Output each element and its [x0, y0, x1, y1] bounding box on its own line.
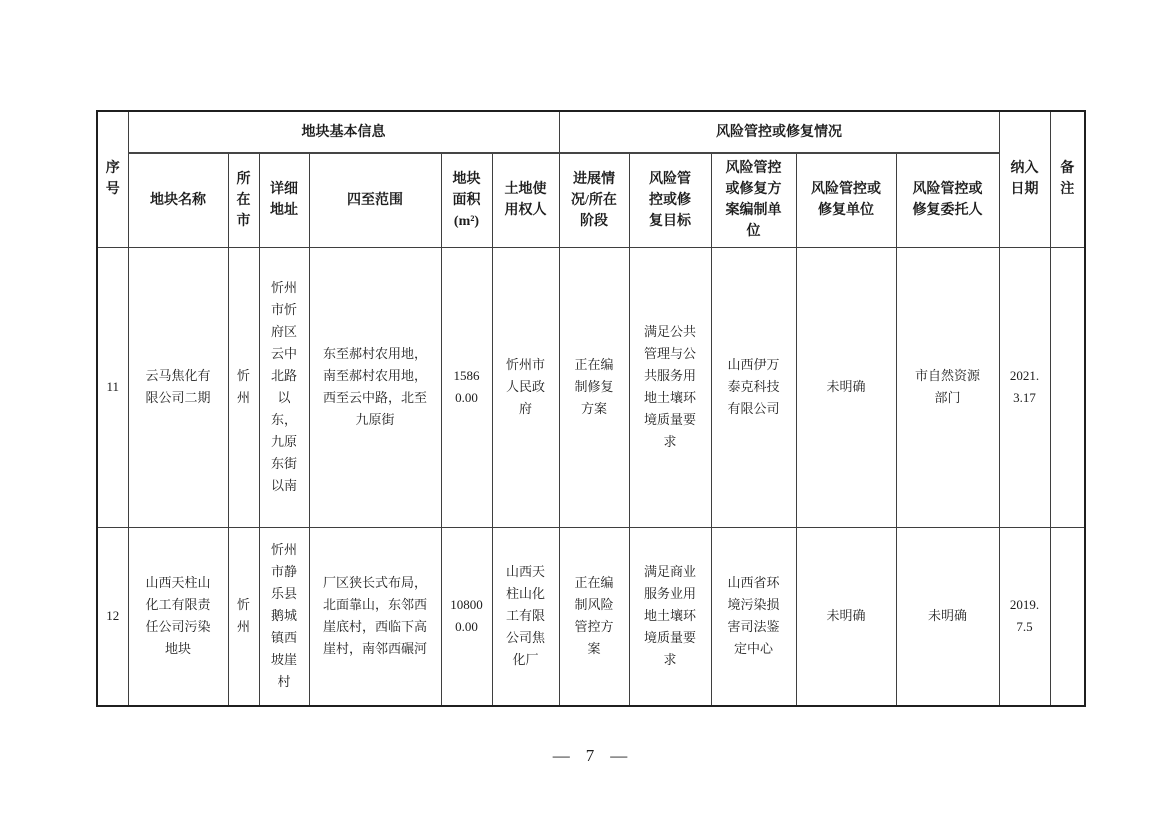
cell-12-city: 忻州 — [228, 527, 259, 706]
footer-right-dash: — — [610, 746, 628, 765]
table-row-12 — [97, 527, 1085, 706]
footer-left-dash: — — [552, 746, 570, 765]
group-header-basic-info: 地块基本信息 — [128, 111, 559, 153]
page-number: 7 — [585, 746, 595, 765]
cell-11-area: 15860.00 — [441, 247, 492, 527]
cell-12-area: 108000.00 — [441, 527, 492, 706]
cell-12-name: 山西天柱山化工有限责任公司污染地块 — [128, 527, 228, 706]
cell-11-client: 市自然资源部门 — [896, 247, 999, 527]
cell-11-plan-unit: 山西伊万泰克科技有限公司 — [711, 247, 796, 527]
col-header-remark: 备注 — [1050, 111, 1085, 247]
land-parcel-table — [96, 110, 1086, 707]
cell-12-index: 12 — [97, 527, 128, 706]
group-header-row — [97, 111, 1085, 153]
cell-12-remark — [1050, 527, 1085, 706]
col-header-address: 详细地址 — [259, 153, 309, 247]
page-footer — [96, 742, 1084, 770]
col-header-progress: 进展情况/所在阶段 — [559, 153, 629, 247]
col-header-land-user: 土地使用权人 — [492, 153, 559, 247]
cell-12-plan-unit: 山西省环境污染损害司法鉴定中心 — [711, 527, 796, 706]
cell-11-boundaries: 东至郝村农用地，南至郝村农用地，西至云中路，北至九原街 — [309, 247, 441, 527]
col-header-plan-unit: 风险管控或修复方案编制单位 — [711, 153, 796, 247]
sub-header-row — [97, 153, 1085, 247]
cell-11-index: 11 — [97, 247, 128, 527]
cell-12-boundaries: 厂区狭长式布局，北面靠山，东邻西崖底村，西临下高崖村，南邻西碾河 — [309, 527, 441, 706]
col-header-repair-unit: 风险管控或修复单位 — [796, 153, 896, 247]
cell-11-date: 2021.3.17 — [999, 247, 1050, 527]
cell-11-progress: 正在编制修复方案 — [559, 247, 629, 527]
col-header-area: 地块面积(m²) — [441, 153, 492, 247]
cell-12-address: 忻州市静乐县鹅城镇西坡崖村 — [259, 527, 309, 706]
col-header-client: 风险管控或修复委托人 — [896, 153, 999, 247]
cell-11-address: 忻州市忻府区云中北路以东，九原东街以南 — [259, 247, 309, 527]
cell-11-target: 满足公共管理与公共服务用地土壤环境质量要求 — [629, 247, 711, 527]
cell-12-land-user: 山西天柱山化工有限公司焦化厂 — [492, 527, 559, 706]
cell-11-land-user: 忻州市人民政府 — [492, 247, 559, 527]
table-body — [97, 247, 1085, 706]
cell-11-city: 忻州 — [228, 247, 259, 527]
cell-11-remark — [1050, 247, 1085, 527]
cell-12-target: 满足商业服务业用地土壤环境质量要求 — [629, 527, 711, 706]
group-header-risk-info: 风险管控或修复情况 — [559, 111, 999, 153]
col-header-index: 序号 — [97, 111, 128, 247]
col-header-date: 纳入日期 — [999, 111, 1050, 247]
cell-12-progress: 正在编制风险管控方案 — [559, 527, 629, 706]
table-header — [97, 111, 1085, 247]
col-header-name: 地块名称 — [128, 153, 228, 247]
cell-11-repair-unit: 未明确 — [796, 247, 896, 527]
cell-11-name: 云马焦化有限公司二期 — [128, 247, 228, 527]
cell-12-client: 未明确 — [896, 527, 999, 706]
cell-12-date: 2019.7.5 — [999, 527, 1050, 706]
table-row-11 — [97, 247, 1085, 527]
col-header-boundaries: 四至范围 — [309, 153, 441, 247]
cell-12-repair-unit: 未明确 — [796, 527, 896, 706]
col-header-city: 所在市 — [228, 153, 259, 247]
col-header-target: 风险管控或修复目标 — [629, 153, 711, 247]
